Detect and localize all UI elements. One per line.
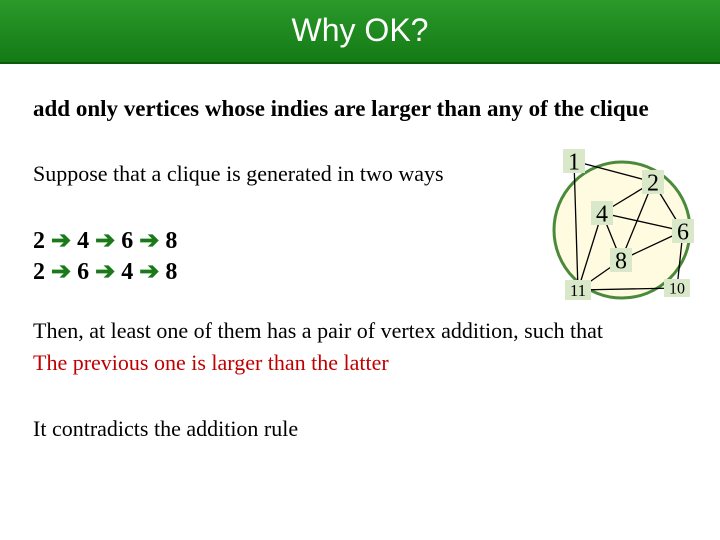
suppose-text: Suppose that a clique is generated in two ways [33,161,444,186]
vertex-label: 4 [596,201,608,228]
vertex-label: 2 [647,170,659,197]
seq-item: 4 [121,259,134,285]
arrow-icon: ➔ [139,228,160,254]
contradicts-text: It contradicts the addition rule [33,416,299,441]
arrow-icon: ➔ [51,259,72,285]
vertex-label: 10 [669,280,685,298]
arrow-icon: ➔ [51,228,72,254]
vertex-label: 6 [677,219,689,246]
seq-item: 4 [77,228,90,254]
arrow-icon: ➔ [139,259,160,285]
seq-item: 6 [77,259,90,285]
seq-item: 8 [165,259,178,285]
arrow-icon: ➔ [95,259,116,285]
vertex-label: 1 [568,149,580,176]
seq-item: 6 [121,228,134,254]
seq-item: 2 [33,259,45,285]
seq-item: 2 [33,228,45,254]
arrow-icon: ➔ [95,228,116,254]
vertex-label: 11 [569,280,587,300]
previous-text: The previous one is larger than the latter [33,350,389,375]
then-text: Then, at least one of them has a pair of vertex addition, such that [33,318,603,343]
vertex-label: 8 [615,248,627,275]
seq-item: 8 [165,228,178,254]
rule-heading: add only vertices whose indies are larger than any of the clique [33,96,649,121]
page-title: Why OK? [291,12,429,48]
